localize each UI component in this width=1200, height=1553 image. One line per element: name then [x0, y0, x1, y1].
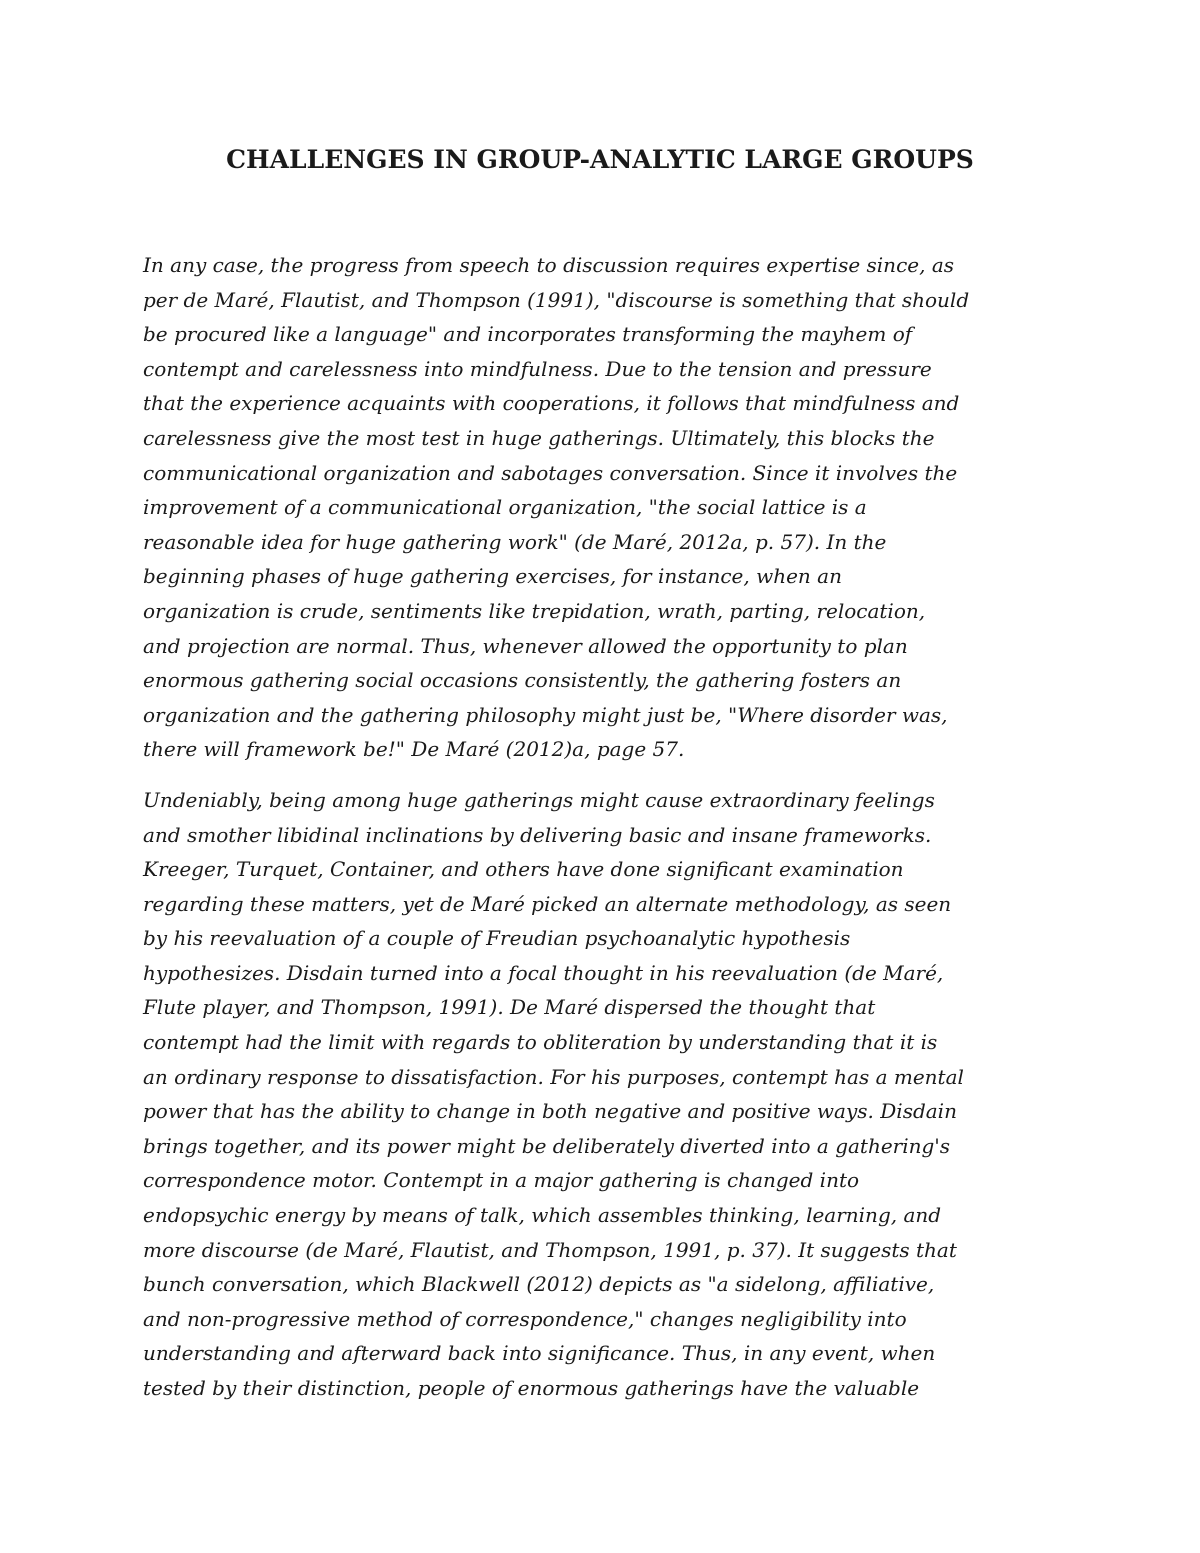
text-line: understanding and afterward back into significance. Thus, in any event, when	[143, 1341, 936, 1366]
text-line: power that has the ability to change in both negative and positive ways. Disdain	[143, 1099, 957, 1124]
text-line: bunch conversation, which Blackwell (2012) depicts as "a sidelong, affiliative,	[143, 1272, 935, 1297]
text-line: and projection are normal. Thus, whenever allowed the opportunity to plan	[143, 633, 908, 658]
text-line: Flute player, and Thompson, 1991). De Maré dispersed the thought that	[143, 995, 876, 1020]
text-line: per de Maré, Flautist, and Thompson (1991), "discourse is something that should	[143, 287, 970, 312]
text-line: be procured like a language" and incorporates transforming the mayhem of	[143, 322, 913, 347]
paragraph-1	[143, 248, 1073, 767]
text-line: and non-progressive method of correspondence," changes negligibility into	[143, 1306, 907, 1331]
text-line: an ordinary response to dissatisfaction. For his purposes, contempt has a mental	[143, 1064, 964, 1089]
text-line: beginning phases of huge gathering exercises, for instance, when an	[143, 564, 842, 589]
text-line: contempt had the limit with regards to obliteration by understanding that it is	[143, 1030, 938, 1055]
text-line: organization and the gathering philosophy might just be, "Where disorder was,	[143, 702, 948, 727]
document-title: CHALLENGES IN GROUP-ANALYTIC LARGE GROUPS	[226, 145, 974, 174]
text-line: endopsychic energy by means of talk, which assembles thinking, learning, and	[143, 1203, 942, 1228]
text-line: organization is crude, sentiments like trepidation, wrath, parting, relocation,	[143, 598, 926, 623]
text-line: communicational organization and sabotages conversation. Since it involves the	[143, 460, 958, 485]
text-line: by his reevaluation of a couple of Freudian psychoanalytic hypothesis	[143, 926, 851, 951]
text-line: contempt and carelessness into mindfulness. Due to the tension and pressure	[143, 356, 932, 381]
text-line: Undeniably, being among huge gatherings might cause extraordinary feelings	[143, 787, 935, 812]
text-line: tested by their distinction, people of enormous gatherings have the valuable	[143, 1376, 920, 1400]
text-line: there will framework be!" De Maré (2012)a, page 57.	[143, 737, 685, 762]
text-line: that the experience acquaints with cooperations, it follows that mindfulness and	[143, 391, 960, 416]
text-line: correspondence motor. Contempt in a major gathering is changed into	[143, 1168, 860, 1193]
text-line: brings together, and its power might be deliberately diverted into a gathering's	[143, 1133, 951, 1158]
text-line: In any case, the progress from speech to discussion requires expertise since, as	[143, 253, 955, 277]
text-line: reasonable idea for huge gathering work" (de Maré, 2012a, p. 57). In the	[143, 529, 887, 554]
text-line: improvement of a communicational organization, "the social lattice is a	[143, 495, 867, 520]
text-line: more discourse (de Maré, Flautist, and Thompson, 1991, p. 37). It suggests that	[143, 1237, 957, 1262]
document-body	[143, 248, 1073, 1406]
text-line: regarding these matters, yet de Maré picked an alternate methodology, as seen	[143, 891, 952, 916]
paragraph-2	[143, 783, 1073, 1406]
text-line: and smother libidinal inclinations by delivering basic and insane frameworks.	[143, 822, 932, 847]
text-line: hypothesizes. Disdain turned into a focal thought in his reevaluation (de Maré,	[143, 960, 944, 985]
text-line: carelessness give the most test in huge gatherings. Ultimately, this blocks the	[143, 425, 935, 450]
text-line: enormous gathering social occasions consistently, the gathering fosters an	[143, 668, 902, 693]
text-line: Kreeger, Turquet, Container, and others have done significant examination	[143, 857, 904, 882]
